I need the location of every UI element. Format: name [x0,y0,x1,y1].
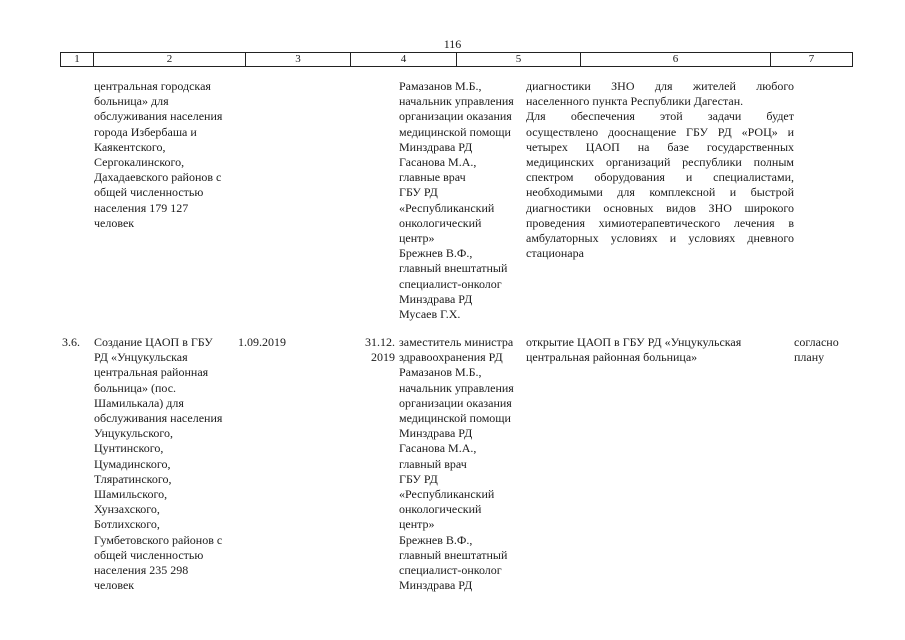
result-line: диагностики ЗНО для жителей любого [526,79,794,93]
header-col-4: 4 [350,53,456,66]
result-line: необходимыми для комплексной и быстрой [526,185,794,200]
result-line: осуществлено дооснащение ГБУ РД «РОЦ» и [526,124,794,139]
row-3-6-start-date: 1.09.2019 [238,335,286,349]
header-col-3: 3 [245,53,350,66]
row-3-6-responsible: заместитель министра здравоохранения РД Рамазанов М.Б., начальник управления организации оказания медицинской помощи Минздрава РД Гасанова М.А., главный врач ГБУ РД «Республиканский онкологический центр» Брежнев В.Ф., главный внештатный специалист-онколог Минздрава РД [399,335,514,593]
result-line: диагностики основных видов ЗНО широкого [526,200,794,215]
table-header-row [60,52,853,67]
header-col-2: 2 [93,53,245,66]
row-3-6-result: открытие ЦАОП в ГБУ РД «Унцукульская центральная районная больница» [526,335,742,365]
continued-row-name: центральная городская больница» для обслуживания населения города Избербаша и Каякентского, Сергокалинского, Дахадаевского районов с общей численностью населения 179 127 человек [94,79,223,230]
page-number: 116 [443,37,462,51]
continued-row-responsible: Рамазанов М.Б., начальник управления организации оказания медицинской помощи Минздрава РД Гасанова М.А., главные врач ГБУ РД «Республиканский онкологический центр» Брежнев В.Ф., главный внештатный специалист-онколог Минздрава РД Мусаев Г.Х. [399,79,514,322]
row-3-6-end-date: 31.12. 2019 [365,335,395,365]
continued-row-result [526,79,794,261]
row-3-6-name: Создание ЦАОП в ГБУ РД «Унцукульская центральная районная больница» (пос. Шамилькала) для обслуживания населения Унцукульского, Цунтинского, Цумадинского, Тляратинского, Шамильского, Хунзахского, Ботлихского, Гумбетовского районов с общей численностью населения 235 298 человек [94,335,223,593]
header-col-6: 6 [580,53,770,66]
header-col-7: 7 [770,53,852,66]
row-3-6-number: 3.6. [62,335,80,349]
result-line: проведения химиотерапевтического лечения в [526,215,794,230]
header-col-5: 5 [456,53,580,66]
header-col-1: 1 [74,53,80,65]
result-line: медицинских организаций республики полным [526,155,794,170]
result-line: спектром оборудования и специалистами, [526,170,794,185]
result-line: населенного пункта Республики Дагестан. [526,94,744,109]
result-line: стационара [526,246,584,261]
result-line: амбулаторных условиях и условиях дневного [526,231,794,246]
result-line: четырех ЦАОП на базе государственных [526,139,794,154]
result-line: Для обеспечения этой задачи будет [526,109,794,124]
row-3-6-source: согласно плану [794,335,839,365]
